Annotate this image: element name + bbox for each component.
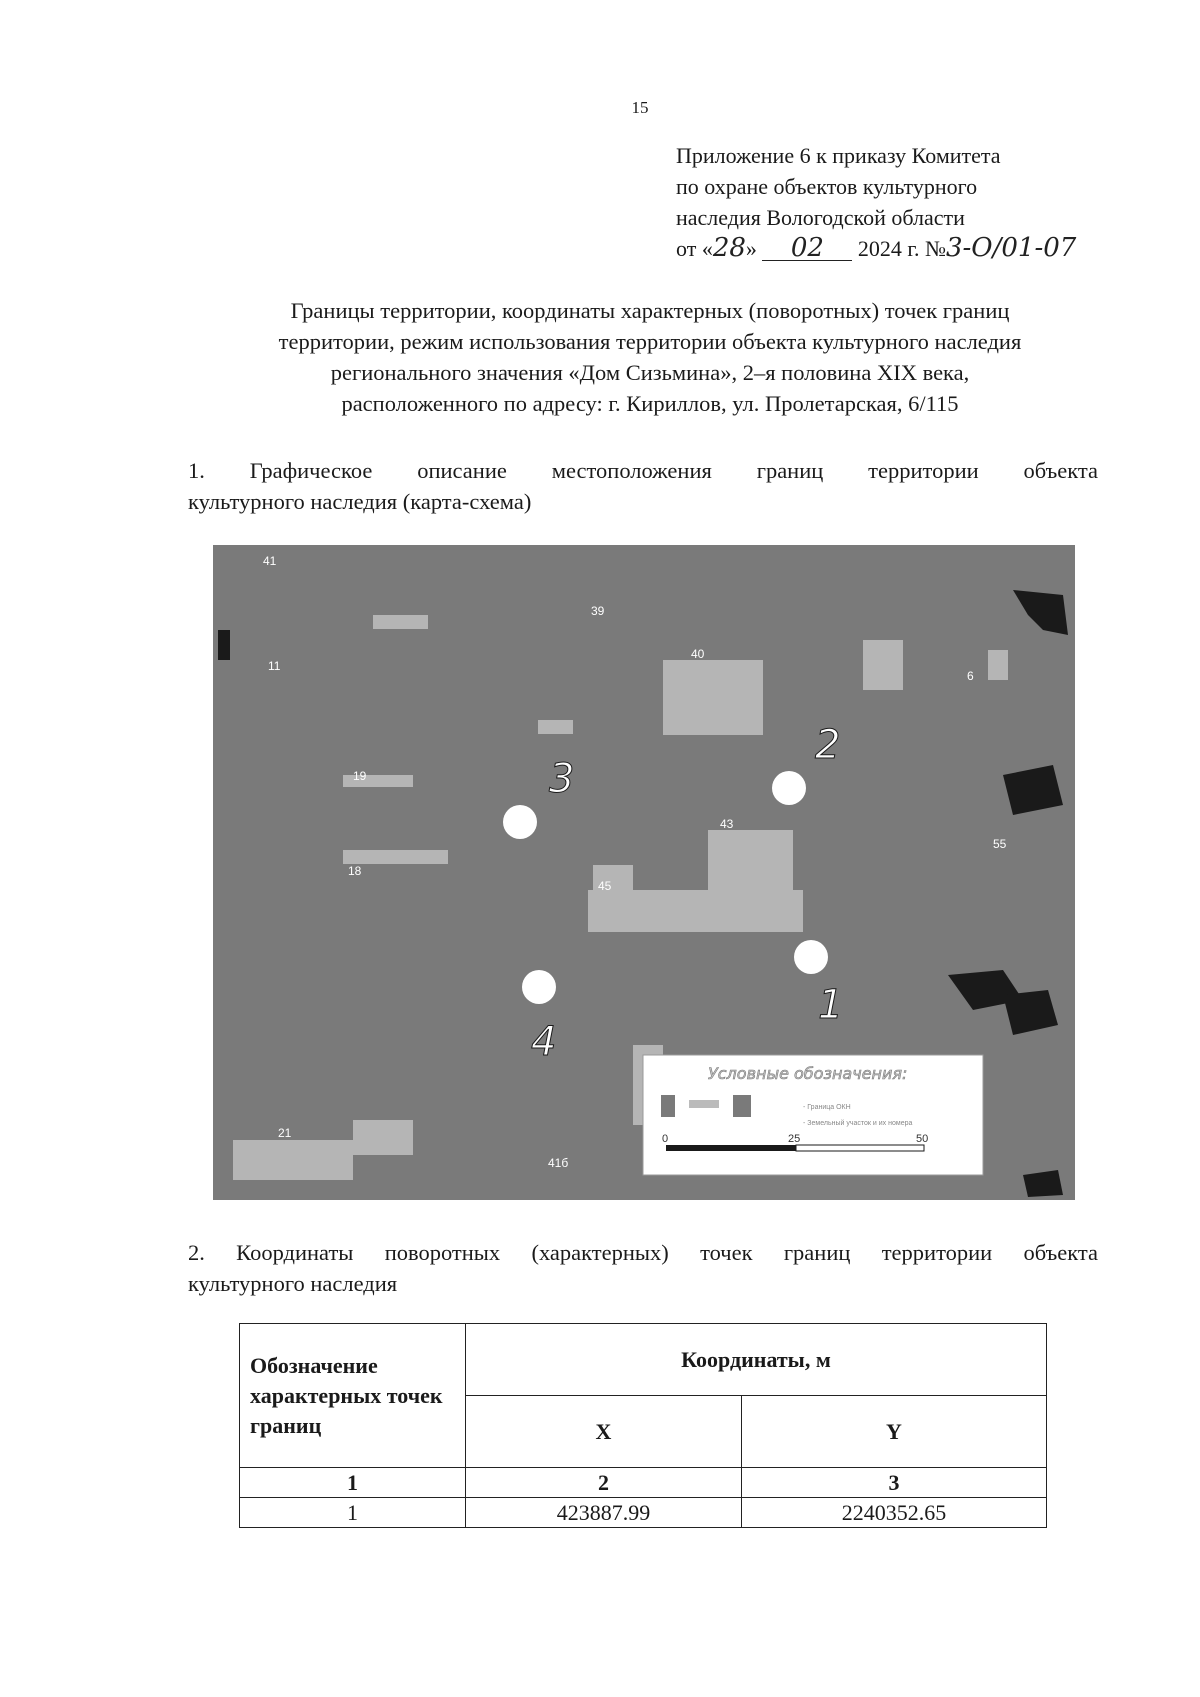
section-1-heading <box>188 455 1098 517</box>
map-number: 21 <box>278 1126 292 1140</box>
scale-label-25: 25 <box>788 1133 801 1145</box>
map-number: 55 <box>993 837 1007 851</box>
building <box>353 1120 413 1155</box>
section-2-heading <box>188 1237 1098 1299</box>
numbering-cell: 3 <box>742 1468 1047 1498</box>
point-label-2: 2 <box>815 722 841 768</box>
scale-bar-filled <box>666 1145 796 1151</box>
numbering-cell: 1 <box>240 1468 466 1498</box>
document-title <box>170 295 1130 419</box>
building <box>373 615 428 629</box>
scale-bar-empty <box>796 1145 924 1151</box>
legend-item-2: - Земельный участок и их номера <box>803 1120 913 1127</box>
building <box>538 720 573 734</box>
point-cell: 1 <box>240 1498 466 1528</box>
dark-area <box>218 630 230 660</box>
legend-title: Условные обозначения: <box>708 1064 908 1083</box>
header-point-designation: Обозначение характерных точек границ <box>240 1324 466 1468</box>
map-number: 11 <box>268 659 281 673</box>
boundary-point-2 <box>772 771 806 805</box>
date-day: 28 <box>712 233 746 263</box>
legend-swatch-2 <box>733 1095 751 1117</box>
map-number: 40 <box>691 647 705 661</box>
point-label-4: 4 <box>531 1019 557 1065</box>
map-number: 45 <box>598 879 612 893</box>
table-numbering-row <box>240 1468 1047 1498</box>
boundary-point-3 <box>503 805 537 839</box>
header-y: Y <box>742 1396 1047 1468</box>
date-prefix: от « <box>676 236 713 261</box>
section-1-line-2: культурного наследия (карта-схема) <box>188 489 532 514</box>
title-line-4: расположенного по адресу: г. Кириллов, ул. Пролетарская, 6/115 <box>341 391 959 416</box>
building <box>663 660 763 735</box>
date-year: 2024 г. № <box>857 236 946 261</box>
appendix-block <box>676 140 1146 264</box>
map-number: 41б <box>548 1156 569 1170</box>
map-number: 41 <box>263 554 277 568</box>
building <box>233 1140 353 1180</box>
title-line-1: Границы территории, координаты характерных (поворотных) точек границ <box>290 298 1010 323</box>
building <box>863 640 903 690</box>
legend-line <box>689 1100 719 1108</box>
boundary-point-4 <box>522 970 556 1004</box>
table-row <box>240 1498 1047 1528</box>
building <box>343 850 448 864</box>
y-cell: 2240352.65 <box>742 1498 1047 1528</box>
appendix-line-2: по охране объектов культурного <box>676 174 978 199</box>
title-line-2: территории, режим использования территории объекта культурного наследия <box>278 329 1022 354</box>
point-label-3: 3 <box>549 756 575 802</box>
map-number: 43 <box>720 817 734 831</box>
x-cell: 423887.99 <box>466 1498 742 1528</box>
section-2-line-2: культурного наследия <box>188 1271 398 1296</box>
coordinates-table <box>239 1323 1047 1528</box>
building <box>988 650 1008 680</box>
map-legend <box>643 1055 983 1175</box>
scale-label-50: 50 <box>916 1133 929 1145</box>
map-number: 18 <box>348 864 362 878</box>
order-number: 3-О/01-07 <box>945 233 1077 263</box>
building <box>708 830 793 910</box>
numbering-cell: 2 <box>466 1468 742 1498</box>
title-line-3: регионального значения «Дом Сизьмина», 2–я половина XIX века, <box>330 360 970 385</box>
map-number: 39 <box>591 604 605 618</box>
header-x: X <box>466 1396 742 1468</box>
date-mid: » <box>745 236 757 261</box>
date-month: 02 <box>762 236 852 261</box>
header-coordinates: Координаты, м <box>466 1324 1047 1396</box>
point-label-1: 1 <box>818 982 844 1028</box>
appendix-line-1: Приложение 6 к приказу Комитета <box>676 143 1001 168</box>
map-number: 6 <box>967 669 974 683</box>
map-scheme <box>213 545 1075 1200</box>
section-2-line-1: 2. Координаты поворотных (характерных) точек границ территории объекта <box>188 1240 1098 1265</box>
page-number: 15 <box>631 98 649 117</box>
scale-label-0: 0 <box>662 1133 669 1145</box>
appendix-date-line <box>676 233 1146 264</box>
section-1-line-1: 1. Графическое описание местоположения границ территории объекта <box>188 458 1098 483</box>
legend-item-1: - Граница ОКН <box>803 1104 851 1111</box>
map-number: 19 <box>353 769 367 783</box>
boundary-point-1 <box>794 940 828 974</box>
legend-swatch-1 <box>661 1095 675 1117</box>
appendix-line-3: наследия Вологодской области <box>676 205 965 230</box>
